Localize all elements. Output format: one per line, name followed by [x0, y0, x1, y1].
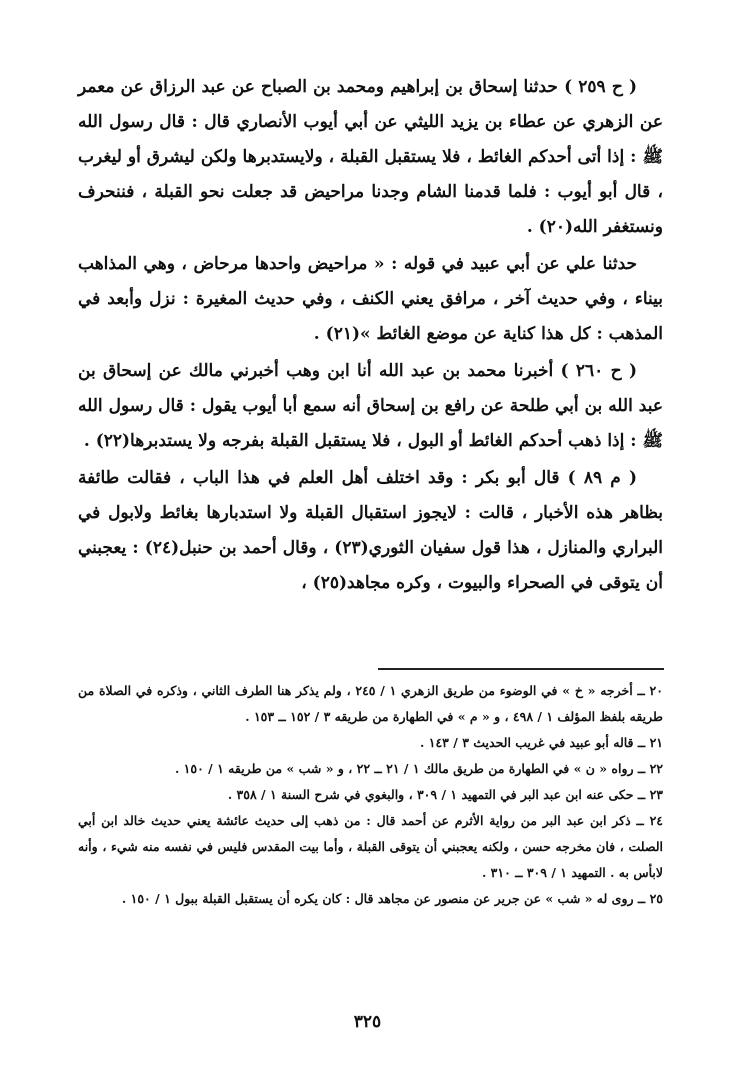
page-number: ٣٢٥ [353, 1012, 382, 1032]
paragraph-hadith-260: ( ح ٢٦٠ ) أخبرنا محمد بن عبد الله أنا ابن وهب أخبرني مالك عن إسحاق بن عبد الله بن أبي طلحة عن رافع بن إسحاق أنه سمع أبا أيوب يقول : قال رسول الله ﷺ : إذا ذهب أحدكم الغائط أو البول ، فلا يستقبل القبلة بفرجه ولا يستدبرها(٢٢) . [78, 361, 663, 451]
footnote-21: ٢١ ــ قاله أبو عبيد في غريب الحديث ٣ / ١٤٣ . [420, 735, 663, 750]
footnote-23: ٢٣ ــ حكى عنه ابن عبد البر في التمهيد ١ / ٣٠٩ ، والبغوي في شرح السنة ١ / ٣٥٨ . [227, 787, 663, 802]
footnote-divider [378, 668, 664, 670]
paragraph-abu-ubaid: حدثنا علي عن أبي عبيد في قوله : « مراحيض واحدها مرحاض ، وهي المذاهب بيناء ، وفي حديث آخر ، مرافق يعني الكنف ، وفي حديث المغيرة : نزل وأبعد في المذهب : كل هذا كناية عن موضع الغائط »(٢١) . [78, 254, 663, 344]
paragraph-masala-89: ( م ٨٩ ) قال أبو بكر : وقد اختلف أهل العلم في هذا الباب ، فقالت طائفة بظاهر هذه الأخبار ، قالت : لايجوز استقبال القبلة ولا استدبارها بغائط ولابول في البراري والمنازل ، هذا قول سفيان الثوري(٢٣) ، وقال أحمد بن حنبل(٢٤) : يعجبني أن يتوقى في الصحراء والبيوت ، وكره مجاهد(٢٥) ، [78, 468, 663, 593]
footnotes [78, 678, 663, 912]
main-text [78, 70, 663, 601]
footnote-22: ٢٢ ــ رواه « ن » في الطهارة من طريق مالك ١ / ٢١ ــ ٢٢ ، و « شب » من طريقه ١ / ١٥٠ . [174, 761, 663, 776]
footnote-24: ٢٤ ــ ذكر ابن عبد البر من رواية الأثرم عن أحمد قال : من ذهب إلى حديث عائشة يعني حديث خالد ابن أبي الصلت ، فان مخرجه حسن ، ولكنه يعجبني أن يتوقى القبلة ، وأما بيت المقدس فليس في نفسه منه شيء ، وأنه لابأس به . التمهيد ١ / ٣٠٩ ــ ٣١٠ . [78, 813, 663, 880]
paragraph-hadith-259: ( ح ٢٥٩ ) حدثنا إسحاق بن إبراهيم ومحمد بن الصباح عن عبد الرزاق عن معمر عن الزهري عن عطاء بن يزيد الليثي عن أبي أيوب الأنصاري قال : قال رسول الله ﷺ : إذا أتى أحدكم الغائط ، فلا يستقبل القبلة ، ولايستدبرها ولكن ليشرق أو ليغرب ، قال أبو أيوب : فلما قدمنا الشام وجدنا مراحيض قد جعلت نحو القبلة ، فننحرف ونستغفر الله(٢٠) . [78, 77, 663, 237]
footnote-20: ٢٠ ــ أخرجه « خ » في الوضوء من طريق الزهري ١ / ٢٤٥ ، ولم يذكر هنا الطرف الثاني ، وذكره في الصلاة من طريقه بلفظ المؤلف ١ / ٤٩٨ ، و « م » في الطهارة من طريقه ٣ / ١٥٢ ــ ١٥٣ . [78, 683, 663, 724]
footnote-25: ٢٥ ــ روى له « شب » عن جرير عن منصور عن مجاهد قال : كان يكره أن يستقبل القبلة ببول ١ / ١٥٠ . [121, 891, 663, 906]
